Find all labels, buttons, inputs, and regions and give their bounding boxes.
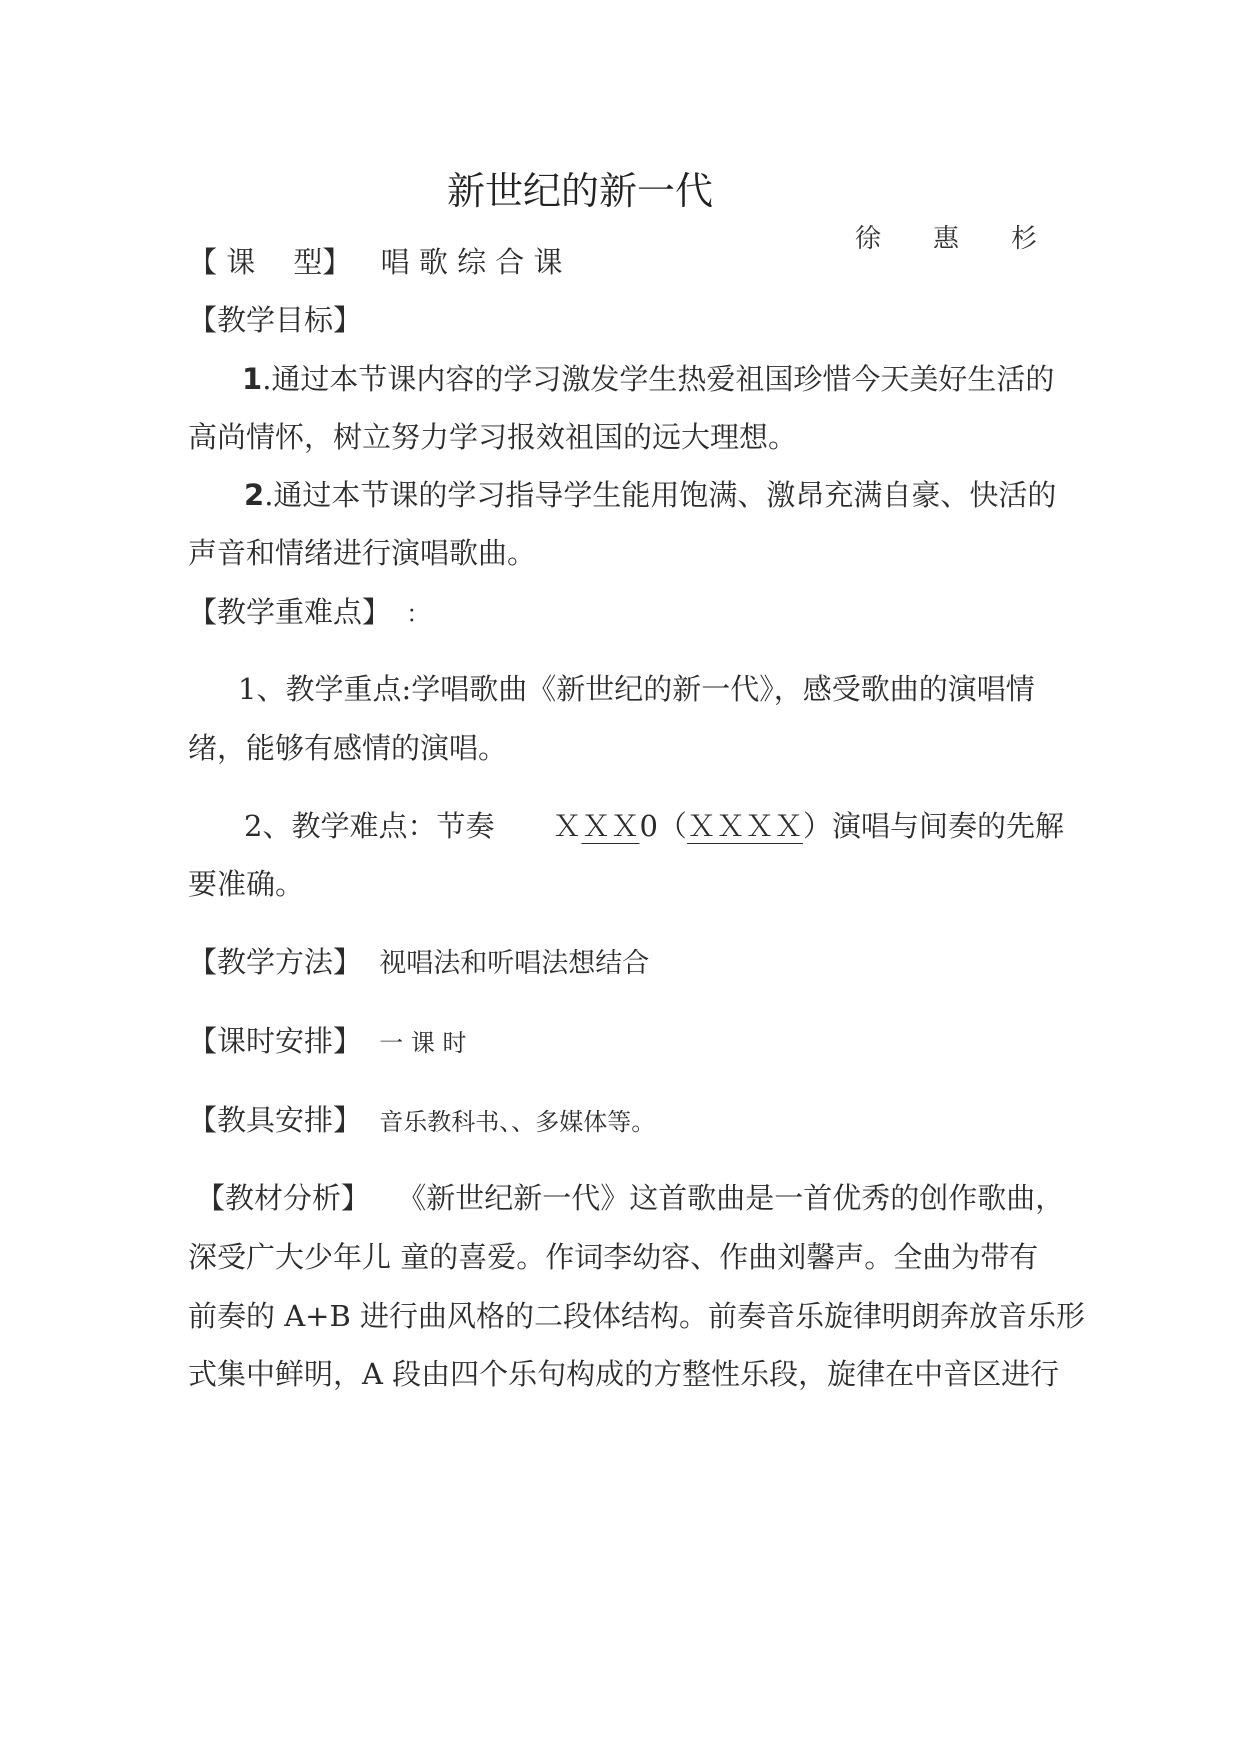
rhythm-note-a: Ｘ [552,809,582,843]
course-type-label: 【 课 型】 [188,245,352,279]
rhythm-note-d: ＸＸＸＸ [686,809,803,843]
key-point-2-line-2: 要准确。 [188,867,305,901]
objective-2-number: 2 [244,478,265,512]
method-label: 【教学方法】 [188,945,363,979]
objective-1-line-2: 高尚情怀，树立努力学习报效祖国的远大理想。 [188,420,798,454]
course-type-value: 唱 歌 综 合 课 [380,245,563,279]
objective-1-line-1 [242,357,1054,398]
document-title: 新世纪的新一代 [446,169,713,213]
key-point-2-suffix: ）演唱与间奏的先解 [802,809,1064,843]
analysis-line-1 [196,1176,1064,1217]
analysis-text-1: 《新世纪新一代》这首歌曲是一首优秀的创作歌曲， [397,1181,1065,1215]
key-points-heading-row [188,590,430,631]
course-type-row [188,240,563,281]
key-points-heading: 【教学重难点】 [188,595,392,629]
objective-2-line-2: 声音和情绪进行演唱歌曲。 [188,536,537,570]
objective-1-text: .通过本节课内容的学习激发学生热爱祖国珍惜今天美好生活的 [262,362,1055,396]
analysis-line-3: 前奏的 A+B 进行曲风格的二段体结构。前奏音乐旋律明朗奔放音乐形 [188,1299,1085,1333]
schedule-label: 【课时安排】 [188,1024,363,1058]
analysis-label: 【教材分析】 [196,1181,371,1215]
tools-row [188,1098,655,1139]
key-point-1-line-1: 1、教学重点:学唱歌曲《新世纪的新一代》，感受歌曲的演唱情 [238,672,1035,706]
key-point-2-prefix: 2、教学难点：节奏 [244,809,553,843]
key-points-colon: ： [406,600,431,628]
analysis-line-4: 式集中鲜明，A 段由四个乐句构成的方整性乐段，旋律在中音区进行 [188,1357,1060,1391]
method-row [188,940,649,981]
tools-label: 【教具安排】 [188,1103,363,1137]
objective-1-number: 1 [242,362,263,396]
rhythm-note-b: ＸＸ [581,809,640,843]
objectives-heading: 【教学目标】 [188,303,363,337]
rhythm-note-c: 0（ [639,809,687,843]
key-point-1-line-2: 绪，能够有感情的演唱。 [188,731,508,765]
analysis-line-2: 深受广大少年儿 童的喜爱。作词李幼容、作曲刘馨声。全曲为带有 [188,1240,1039,1274]
key-point-2-line-1 [244,804,1064,845]
schedule-row [188,1019,467,1060]
objective-2-text: .通过本节课的学习指导学生能用饱满、激昂充满自豪、快活的 [264,478,1057,512]
schedule-value: 一 课 时 [379,1029,467,1057]
objective-2-line-1 [244,473,1056,514]
tools-value: 音乐教科书、、多媒体等。 [379,1108,656,1136]
method-value: 视唱法和听唱法想结合 [379,948,650,979]
author-name: 徐惠杉 [855,224,1090,254]
